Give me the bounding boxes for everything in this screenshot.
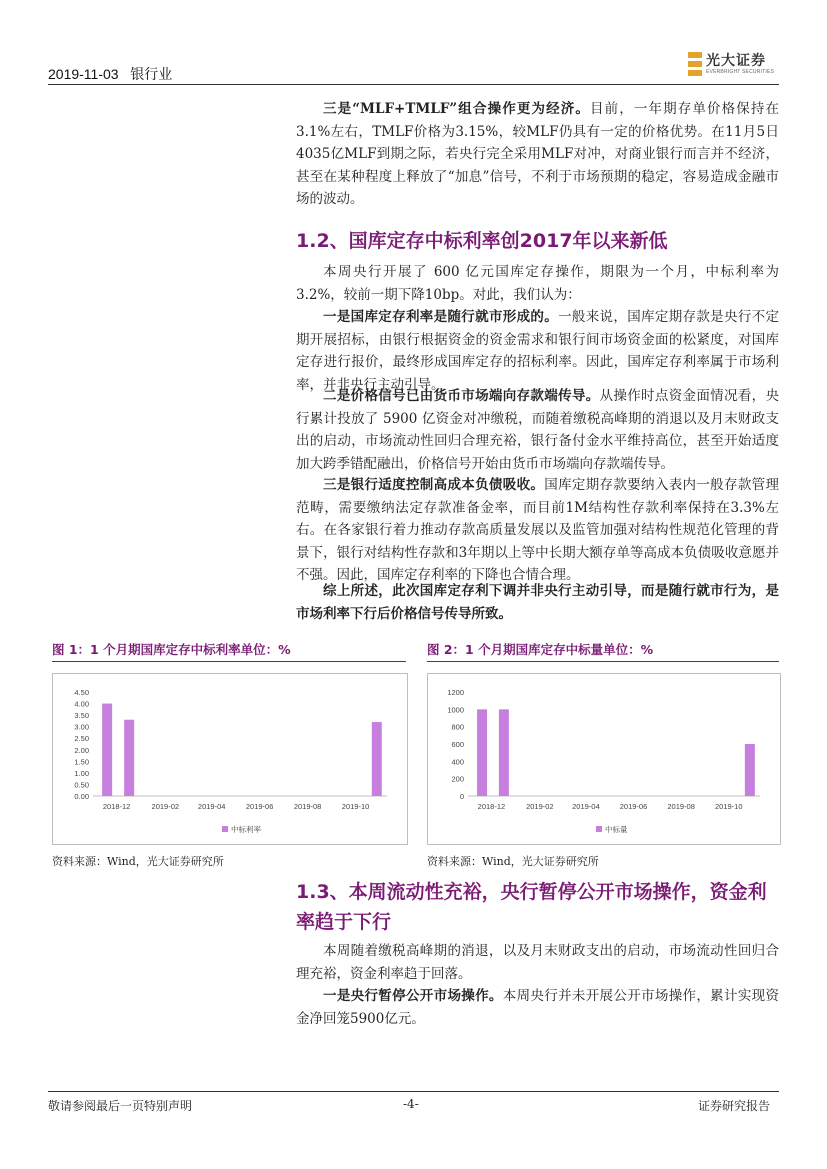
conclusion-text: 综上所述，此次国库定存利下调并非央行主动引导，而是随行就市行为，是市场利率下行后价格信号传导所致。 [296, 583, 779, 622]
section-1-3-paragraph-1: 本周随着缴税高峰期的消退，以及月末财政支出的启动，市场流动性回归合理充裕，资金利率趋于回落。 [296, 943, 779, 982]
logo-subtitle: EVERBRIGHT SECURITIES [706, 69, 775, 75]
chart1-y-tick-label: 3.00 [74, 722, 89, 732]
chart2-y-tick-label: 1000 [447, 705, 464, 715]
figure-1-title: 图 1：1 个月期国库定存中标利率单位：% [52, 642, 291, 657]
section-1-2-paragraph-4 [296, 474, 779, 587]
chart1-y-tick-label: 0.50 [74, 780, 89, 790]
chart1-x-tick-label: 2019-04 [197, 802, 226, 811]
figure-2-rule [427, 661, 779, 662]
chart1-x-tick-label: 2018-12 [102, 802, 131, 811]
chart2-bar [477, 709, 487, 796]
chart1-legend-swatch [222, 826, 228, 832]
chart2-x-tick-label: 2019-10 [715, 802, 743, 811]
section-1-3-paragraph-2 [296, 985, 779, 1030]
intro-lead: 三是“MLF+TMLF”组合操作更为经济。 [323, 101, 590, 117]
company-logo [688, 50, 782, 80]
chart2-y-tick-label: 400 [451, 757, 464, 767]
point-1-text: 一般来说，国库定期存款是央行不定期开展招标，由银行根据资金的资金需求和银行间市场资金面的松紧度，对国库定存进行报价，最终形成国库定存的招标利率。因此，国库定存利率属于市场利率，并非央行主动引导。 [296, 309, 779, 393]
section-heading-1-2: 1.2、国库定存中标利率创2017年以来新低 [296, 230, 668, 252]
point-1-lead: 一是国库定存利率是随行就市形成的。 [323, 309, 559, 325]
point-3-lead: 三是银行适度控制高成本负债吸收。 [323, 477, 545, 493]
section-1-3-point-1-lead: 一是央行暂停公开市场操作。 [323, 988, 503, 1004]
chart2-bar [745, 744, 755, 796]
chart2-x-tick-label: 2019-04 [572, 802, 600, 811]
chart1-y-tick-label: 2.50 [74, 734, 89, 744]
chart2-x-tick-label: 2019-06 [619, 802, 648, 811]
header-divider [48, 84, 779, 85]
section-heading-1-3: 1.3、本周流动性充裕，央行暂停公开市场操作，资金利率趋于下行 [296, 881, 767, 933]
chart1-y-tick-label: 4.00 [74, 699, 89, 709]
footer-divider [48, 1091, 779, 1092]
figure-2-svg [428, 674, 780, 844]
report-sector: 银行业 [130, 66, 173, 82]
figure-1-chart [52, 673, 408, 845]
chart1-y-tick-label: 4.50 [74, 688, 89, 697]
chart1-x-tick-label: 2019-10 [341, 802, 370, 811]
report-date: 2019-11-03 [48, 66, 119, 82]
chart2-x-tick-label: 2019-08 [667, 802, 695, 811]
page-number: -4- [403, 1097, 419, 1111]
figure-1-rule [52, 661, 406, 662]
chart1-bar [124, 720, 134, 796]
figure-2-source: 资料来源：Wind，光大证券研究所 [427, 855, 599, 868]
logo-name: 光大证券 [706, 53, 766, 69]
chart1-y-tick-label: 1.00 [74, 768, 89, 778]
chart1-bar [372, 722, 382, 796]
chart2-y-tick-label: 600 [451, 740, 464, 749]
chart2-legend-label: 中标量 [605, 825, 628, 834]
point-3-text: 国库定期存款要纳入表内一般存款管理范畴，需要缴纳法定存款准备金率，而目前1M结构性存款利率保持在3.3%左右。在各家银行着力推动存款高质量发展以及监管加强对结构性规范化管理的背景下，银行对结构性存款和3年期以上等中长期大额存单等高成本负债吸收意愿并不强。因此，国库定存利率的下降也合情合理。 [296, 477, 779, 583]
chart2-legend-swatch [596, 826, 602, 832]
chart2-y-tick-label: 200 [451, 774, 464, 784]
footer-report-type: 证券研究报告 [698, 1099, 771, 1113]
chart2-y-tick-label: 800 [451, 722, 464, 732]
report-header [48, 64, 172, 84]
intro-text: 目前，一年期存单价格保持在3.1%左右，TMLF价格为3.15%，较MLF仍具有一定的价格优势。在11月5日4035亿MLF到期之际，若央行完全采用MLF对冲，对商业银行而言并不经济，甚至在某种程度上释放了“加息”信号，不利于市场预期的稳定，容易造成金融市场的波动。 [296, 101, 779, 207]
figure-1-source: 资料来源：Wind，光大证券研究所 [52, 855, 224, 868]
chart1-x-tick-label: 2019-02 [151, 802, 180, 811]
chart1-y-tick-label: 3.50 [74, 711, 89, 721]
chart2-x-tick-label: 2018-12 [477, 802, 506, 811]
chart1-y-tick-label: 1.50 [74, 757, 89, 767]
chart1-y-tick-label: 0.00 [74, 792, 89, 801]
chart2-y-tick-label: 0 [459, 792, 464, 801]
section-1-3-point-1-text: 本周央行并未开展公开市场操作，累计实现资金净回笼5900亿元。 [296, 988, 779, 1027]
chart2-x-tick-label: 2019-02 [526, 802, 554, 811]
chart1-legend-label: 中标利率 [231, 825, 261, 834]
section-1-2-paragraph-1: 本周央行开展了 600 亿元国库定存操作，期限为一个月，中标利率为3.2%，较前一期下降10bp。对此，我们认为： [296, 264, 779, 303]
figure-2-chart [427, 673, 781, 845]
point-2-lead: 二是价格信号已由货币市场端向存款端传导。 [323, 388, 600, 404]
chart1-x-tick-label: 2019-06 [245, 802, 274, 811]
footer-disclaimer: 敬请参阅最后一页特别声明 [48, 1099, 193, 1113]
chart2-y-tick-label: 1200 [447, 688, 464, 697]
intro-paragraph [296, 98, 779, 211]
chart1-y-tick-label: 2.00 [74, 745, 89, 755]
section-1-2-conclusion [296, 580, 779, 625]
section-1-2-paragraph-3 [296, 385, 779, 475]
everbright-logo-icon [688, 52, 702, 76]
chart2-bar [499, 709, 509, 796]
figure-1-svg [53, 674, 407, 844]
figure-2-title: 图 2：1 个月期国库定存中标量单位：% [427, 642, 654, 657]
section-1-2-paragraph-2 [296, 306, 779, 396]
chart1-bar [102, 704, 112, 796]
chart1-x-tick-label: 2019-08 [293, 802, 322, 811]
point-2-text: 从操作时点资金面情况看，央行累计投放了 5900 亿资金对冲缴税，而随着缴税高峰期的消退以及月末财政支出的启动，市场流动性回归合理充裕，银行备付金水平维持高位，甚至开始适度加大跨季错配融出，价格信号开始由货币市场端向存款端传导。 [296, 388, 779, 472]
